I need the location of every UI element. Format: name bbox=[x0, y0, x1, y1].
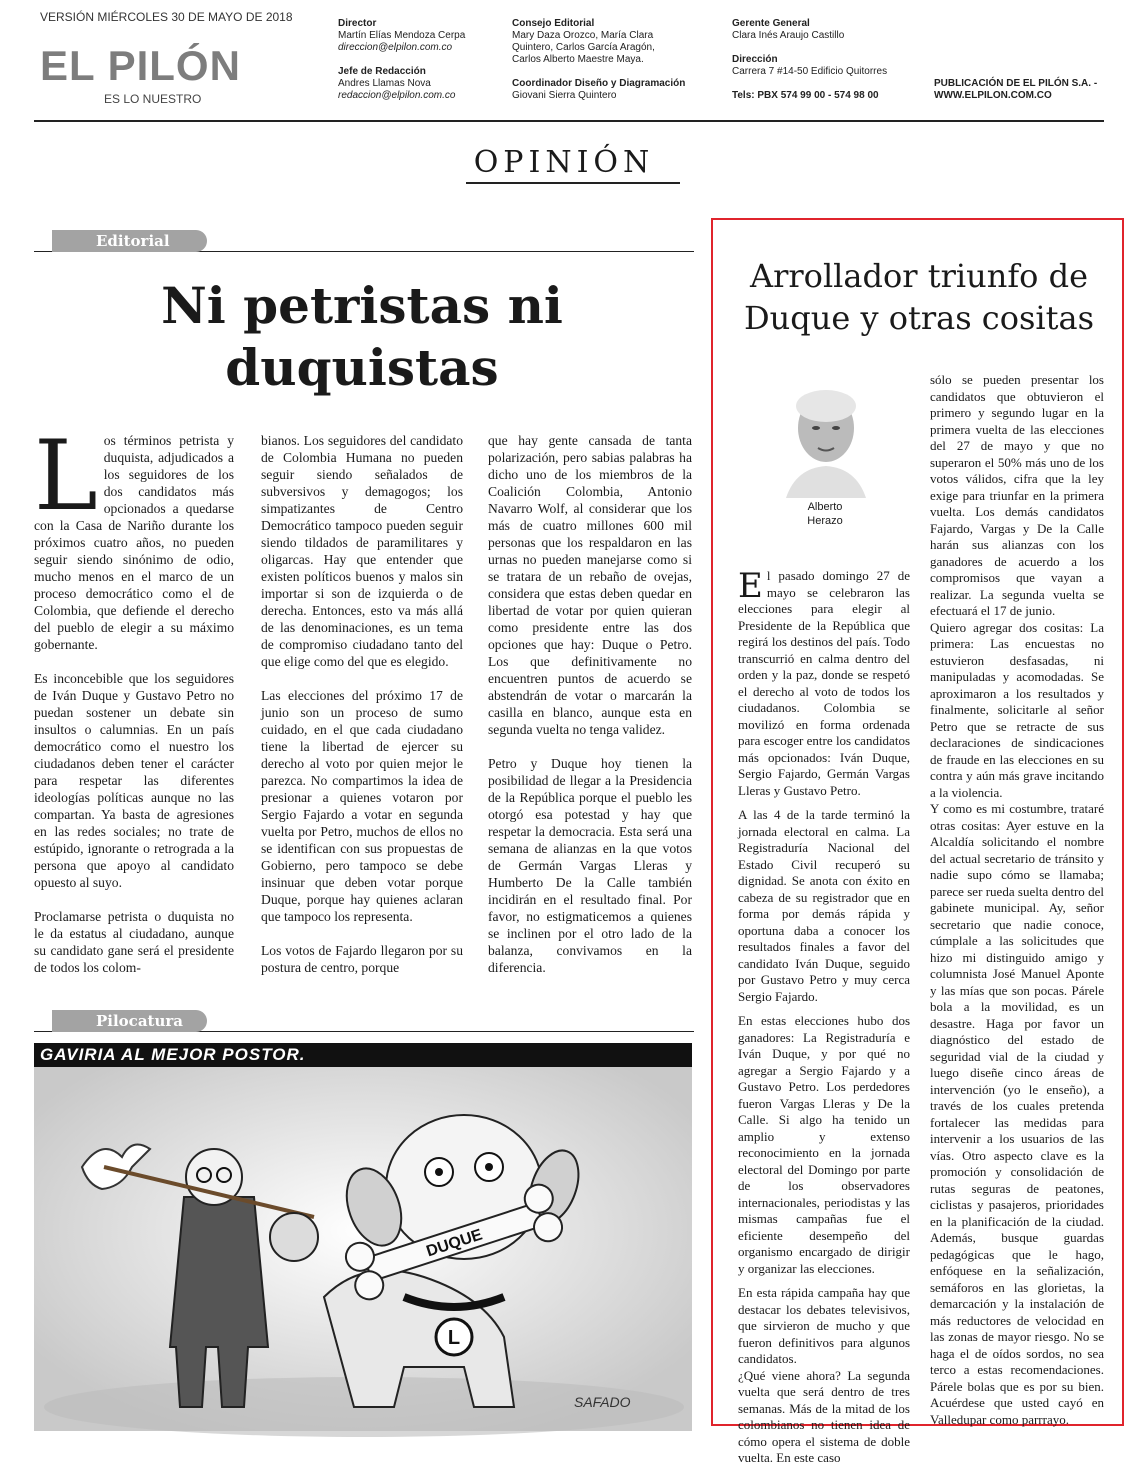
column-c1-p2: A las 4 de la tarde terminó la jornada electoral en calma. La Registraduría Nacional del Estado Civil recuperó su dignidad. Se anota con éxito en cabeza de su registrador que en forma por demás rápida y oportuna daba a conocer los resultados finales a favor del candidato Iván Duque, seguido por Gustavo Petro y muy cerca Sergio Fajardo. bbox=[738, 807, 910, 1004]
editorial-col2-p3: Los votos de Fajardo llegaron por su postura de centro, porque bbox=[261, 943, 463, 975]
author-line1: Alberto bbox=[807, 501, 843, 513]
author-name bbox=[790, 500, 860, 528]
column-dropcap: E bbox=[738, 566, 763, 606]
column-c1-p4: En esta rápida campaña hay que destacar los debates televisivos, que sirvieron de mucho y que fueron definitivos para algunos candidatos. bbox=[738, 1285, 910, 1366]
author-line2: Herazo bbox=[807, 515, 843, 527]
headline-line1: Ni petristas ni bbox=[161, 276, 563, 335]
cartoon-signature: SAFADO bbox=[574, 1394, 631, 1410]
coord-name: Giovani Sierra Quintero bbox=[512, 90, 617, 101]
section-underline bbox=[466, 182, 680, 184]
editorial-dropcap: L bbox=[34, 420, 98, 532]
editorial-col3-p1: que hay gente cansada de tanta polarización, pero sabias palabras ha dicho uno de los miembros de la Coalición Colombia, Antonio Navarro Wolf, al considerar que los más de cuatro millones 600 mil personas que los respaldaron en las urnas no pueden manejarse como si se tratara de un rebaño de ovejas, considera que estas deben quedar en libertad de votar por quien quieran como presidente entre las dos opciones que hay: Duque o Petro. Los que definitivamente no encuentren puntos de acuerdo se abstendrán de votar o marcarán la casilla en blanco, aunque esta en segunda vuelta no tenga validez. bbox=[488, 433, 692, 737]
headline-line2: duquistas bbox=[225, 338, 499, 397]
editorial-column-1 bbox=[34, 420, 234, 993]
direccion-label: Dirección bbox=[732, 54, 778, 65]
editorial-column-2 bbox=[261, 432, 463, 993]
pub-line1: PUBLICACIÓN DE EL PILÓN S.A. - bbox=[934, 78, 1098, 89]
column-text-1 bbox=[738, 568, 910, 1467]
gerente-label: Gerente General bbox=[732, 18, 810, 29]
tels: Tels: PBX 574 99 00 - 574 98 00 bbox=[732, 90, 879, 101]
column-c1-p1: l pasado domingo 27 de mayo se celebraron las elecciones para elegir al Presidente de la República que regirá los destinos del país. Todo transcurrió en calma dentro del orden y la paz, donde se respetó el derecho al voto de todos los ciudadanos. Colombia se movilizó en forma ordenada para escoger entre los candidatos más opcionados: Iván Duque, Sergio Fajardo, Germán Vargas Lleras y Gustavo Petro. bbox=[738, 568, 910, 798]
staff-consejo bbox=[512, 18, 712, 102]
column-c1-p5: ¿Qué viene ahora? La segunda vuelta que será dentro de tres semanas. Más de la mitad de los colombianos no tienen idea de cómo opera el sistema de doble vuelta. En este caso bbox=[738, 1367, 910, 1465]
director-name: Martín Elías Mendoza Cerpa bbox=[338, 30, 466, 41]
editorial-col1-p3: Proclamarse petrista o duquista no le da estatus al ciudadano, aunque su candidato gane será el presidente de todos los colom- bbox=[34, 909, 234, 975]
jefe-name: Andres Llamas Nova bbox=[338, 78, 431, 89]
cartoon-collar-letter: L bbox=[447, 1327, 461, 1349]
column-c2-p1: sólo se pueden presentar los candidatos que obtuvieron el primero y segundo lugar en la primera vuelta de las elecciones del 27 de mayo y que no superaron el 50% más uno de los votos válidos, cifra que la ley exige para triunfar en la primera vuelta. Los demás candidatos Fajardo, Vargas y De la Calle harán sus alianzas con los ganadores de acuerdo a los compromisos que vayan a realizar. La segunda vuelta se efectuará el 17 de junio. bbox=[930, 372, 1104, 618]
masthead-rule bbox=[34, 120, 1104, 122]
column-c1-p3: En estas elecciones hubo dos ganadores: La Registraduría e Iván Duque, y por qué no agregar a Sergio Fajardo y a Gustavo Petro. Los perdedores fueron Vargas Lleras y De la Calle. Si algo ha tenido un amplio y extenso reconocimiento en la jornada electoral del Domingo por parte de los observadores internacionales, periodistas y las mismas campañas fue el eficiente desempeño del organismo encargado de dirigir y organizar las elecciones. bbox=[738, 1013, 910, 1276]
publisher-info bbox=[934, 78, 1114, 102]
staff-director bbox=[338, 18, 498, 102]
consejo-line3: Carlos Alberto Maestre Maya. bbox=[512, 54, 644, 65]
director-email: direccion@elpilon.com.co bbox=[338, 42, 453, 53]
editorial-col1-p1: os términos petrista y duquista, adjudicados a los seguidores de los dos candidatos más opcionados a quedarse con la Casa de Nariño durante los próximos cuatro años, no pueden seguir siendo sinónimo de odio, mucho menos en el marco de un proceso democrático como el de Colombia, que defiende el derecho del pueblo de elegir a su máximo gobernante. bbox=[34, 433, 234, 652]
editorial-col3-p2: Petro y Duque hoy tienen la posibilidad de llegar a la Presidencia de la República porque el pueblo les otorgó esa potestad y hay que respetar la democracia. Esta será una semana de alianzas en la que votos de Germán Vargas Lleras y Humberto De la Calle también incidirán en el resultado final. Por favor, no estigmaticemos a quienes se inclinen por el otro lado de la balanza, convivamos en la diferencia. bbox=[488, 756, 692, 975]
consejo-label: Consejo Editorial bbox=[512, 18, 595, 29]
consejo-line2: Quintero, Carlos García Aragón, bbox=[512, 42, 655, 53]
staff-gerente bbox=[732, 18, 922, 102]
gerente-name: Clara Inés Araujo Castillo bbox=[732, 30, 845, 41]
section-title: OPINIÓN bbox=[473, 145, 655, 180]
direccion-value: Carrera 7 #14-50 Edificio Quitorres bbox=[732, 66, 888, 77]
edition-date: VERSIÓN MIÉRCOLES 30 DE MAYO DE 2018 bbox=[40, 10, 293, 24]
pub-line2: WWW.ELPILON.COM.CO bbox=[934, 90, 1052, 101]
newspaper-logo: EL PILÓN bbox=[40, 42, 241, 89]
cartoon-illustration bbox=[34, 1067, 692, 1431]
opinion-column-title bbox=[720, 255, 1118, 339]
column-title-line1: Arrollador triunfo de bbox=[749, 257, 1089, 295]
column-c2-p2: Quiero agregar dos cositas: La primera: Las encuestas no estuvieron desfasadas, ni manipuladas y acomodadas. Se aproximaron a los resultados y finalmente, solicitarle al señor Petro que se retracte de sus declaraciones de sindicaciones de fraude en las elecciones en su contra y aún más grave incitando a la violencia. bbox=[930, 619, 1104, 800]
column-title-line2: Duque y otras cositas bbox=[743, 299, 1094, 337]
jefe-email: redaccion@elpilon.com.co bbox=[338, 90, 456, 101]
editorial-col1-p2: Es inconcebible que los seguidores de Iván Duque y Gustavo Petro no puedan sostener un debate sin insultos o calumnias. En un país democrático como el nuestro los ciudadanos deben tener el carácter para respetar las diferentes ideologías políticas aunque no las compartan. Ya basta de agresiones en las redes sociales; no trate de estúpido, ignorante o retrograda a la persona que apoyo al candidato opuesto al suyo. bbox=[34, 671, 234, 890]
newspaper-slogan: ES LO NUESTRO bbox=[104, 92, 202, 106]
editorial-column-3 bbox=[488, 432, 692, 993]
column-text-2 bbox=[930, 372, 1104, 1428]
editorial-col2-p2: Las elecciones del próximo 17 de junio son un proceso de sumo cuidado, en el que cada ciudadano tiene la libertad de ejercer su derecho al voto por quien mejor le parezca. No compartimos la idea de presionar a quienes votaron por Sergio Fajardo a votar en segunda vuelta por Petro, muchos de ellos no se identifican con sus propuestas de Gobierno, pero tampoco se debe insinuar que deben votar porque Duque, porque hay quienes aclaran que tampoco los representa. bbox=[261, 688, 463, 924]
editorial-label: Editorial bbox=[52, 230, 207, 252]
cartoon-title: GAVIRIA AL MEJOR POSTOR. bbox=[34, 1043, 692, 1067]
pilocatura-label: Pilocatura bbox=[52, 1010, 207, 1032]
editorial-headline bbox=[34, 275, 690, 399]
consejo-line1: Mary Daza Orozco, María Clara bbox=[512, 30, 654, 41]
coord-label: Coordinador Diseño y Diagramación bbox=[512, 78, 686, 89]
cartoon-bone-text: DUQUE bbox=[424, 1226, 485, 1261]
column-c2-p3: Y como es mi costumbre, trataré otras cositas: Ayer estuve en la Alcaldía solicitando el nombre del actual secretario de tránsito y nadie supo cómo se llamaba; parece ser rueda suelta dentro del gabinete municipal. Ay, señor secretario que nadie conoce, cúmplale a las solicitudes que hizo mi distinguido amigo y columnista José Manuel Aponte y las mías que son pocas. Párele bola a la movilidad, es un desastre. Haga por favor un diagnóstico del estado de seguridad vial de la ciudad y luego diseñe cinco áreas de intervención (yo le enseño), a través de los cuales pretenda fortalecer las medidas para intervenir a los usuarios de las vías. Otro aspecto clave es la promoción y consolidación de rutas seguras de peatones, ciclistas y pasajeros, prioridades en la planificación de la ciudad. Además, busque guardas pedagógicas que le hago, enfóquese en la señalización, semáforos en las glorietas, la demarcación y la instalación de más reductores de velocidad en las zonas de mayor riesgo. No se haga el de oídos sordos, no sea terco a estas recomendaciones. Párele bolas que es por su bien. Acuérdese que usted cayó en Valledupar como parrrayo. bbox=[930, 801, 1104, 1427]
cartoon-drawing bbox=[34, 1067, 692, 1431]
editorial-col2-p1: bianos. Los seguidores del candidato de Colombia Humana no pueden seguir siendo señalados de subversivos y demagogos; los simpatizantes de Centro Democrático tampoco pueden seguir siendo tildados de paramilitares y oligarcas. Hay que entender que existen políticos buenos y malos sin importar si son de izquierda o de derecha. Entonces, esto va más allá de las denominaciones, es un tema de compromiso ciudadano tanto del que elige como del que es elegido. bbox=[261, 433, 463, 669]
author-photo bbox=[776, 378, 876, 498]
jefe-label: Jefe de Redacción bbox=[338, 66, 426, 77]
director-label: Director bbox=[338, 18, 377, 29]
